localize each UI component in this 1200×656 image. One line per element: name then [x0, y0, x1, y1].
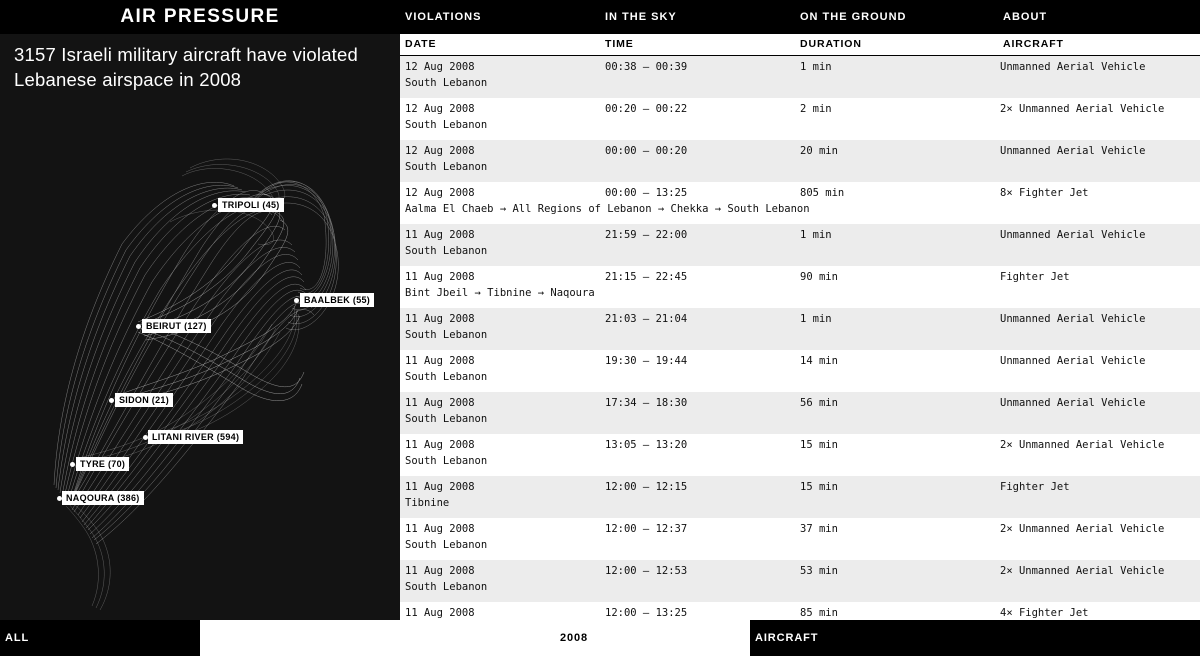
cell-duration: 15 min: [800, 439, 838, 451]
table-row[interactable]: [400, 434, 1200, 476]
timeline-track[interactable]: [200, 620, 555, 656]
cell-aircraft: 2× Unmanned Aerial Vehicle: [1000, 565, 1165, 577]
filter-bar: [0, 620, 1200, 656]
city-dot-tyre: [70, 462, 75, 467]
cell-aircraft: 2× Unmanned Aerial Vehicle: [1000, 103, 1165, 115]
cell-time: 13:05 – 13:20: [605, 439, 688, 451]
cell-time: 00:38 – 00:39: [605, 61, 688, 73]
cell-date: 11 Aug 2008: [405, 313, 475, 325]
cell-location: South Lebanon: [405, 581, 488, 593]
cell-location: South Lebanon: [405, 161, 488, 173]
cell-date: 11 Aug 2008: [405, 271, 475, 283]
filter-all[interactable]: ALL: [0, 620, 200, 656]
table-row[interactable]: [400, 308, 1200, 350]
cell-duration: 37 min: [800, 523, 838, 535]
city-dot-tripoli: [212, 203, 217, 208]
cell-location: Aalma El Chaeb → All Regions of Lebanon → Chekka → South Lebanon: [405, 203, 810, 215]
cell-date: 11 Aug 2008: [405, 355, 475, 367]
cell-aircraft: Unmanned Aerial Vehicle: [1000, 355, 1146, 367]
cell-time: 19:30 – 19:44: [605, 355, 688, 367]
table-header-row: [400, 34, 1200, 56]
cell-duration: 2 min: [800, 103, 832, 115]
cell-location: South Lebanon: [405, 455, 488, 467]
app-title-bar: [0, 0, 400, 34]
column-header-date[interactable]: DATE: [405, 38, 437, 50]
cell-aircraft: 2× Unmanned Aerial Vehicle: [1000, 439, 1165, 451]
tab-violations[interactable]: VIOLATIONS: [405, 11, 482, 23]
flight-path-map[interactable]: [0, 110, 400, 620]
cell-date: 12 Aug 2008: [405, 61, 475, 73]
column-header-time[interactable]: TIME: [605, 38, 634, 50]
table-row[interactable]: [400, 266, 1200, 308]
table-row[interactable]: [400, 392, 1200, 434]
cell-location: South Lebanon: [405, 371, 488, 383]
cell-time: 00:00 – 13:25: [605, 187, 688, 199]
left-panel: [0, 0, 400, 656]
map-label-naqoura[interactable]: NAQOURA (386): [62, 491, 144, 505]
cell-aircraft: Unmanned Aerial Vehicle: [1000, 61, 1146, 73]
cell-duration: 805 min: [800, 187, 845, 199]
cell-duration: 20 min: [800, 145, 838, 157]
table-row[interactable]: [400, 518, 1200, 560]
cell-aircraft: Unmanned Aerial Vehicle: [1000, 397, 1146, 409]
table-row[interactable]: [400, 182, 1200, 224]
tab-on-the-ground[interactable]: ON THE GROUND: [800, 11, 907, 23]
cell-aircraft: 8× Fighter Jet: [1000, 187, 1089, 199]
cell-time: 12:00 – 13:25: [605, 607, 688, 619]
cell-duration: 90 min: [800, 271, 838, 283]
tab-about[interactable]: ABOUT: [1003, 11, 1048, 23]
cell-aircraft: Unmanned Aerial Vehicle: [1000, 145, 1146, 157]
cell-date: 12 Aug 2008: [405, 103, 475, 115]
cell-time: 00:00 – 00:20: [605, 145, 688, 157]
cell-date: 11 Aug 2008: [405, 481, 475, 493]
cell-location: South Lebanon: [405, 413, 488, 425]
cell-duration: 53 min: [800, 565, 838, 577]
cell-date: 11 Aug 2008: [405, 565, 475, 577]
cell-duration: 85 min: [800, 607, 838, 619]
city-dot-baalbek: [294, 298, 299, 303]
column-header-duration[interactable]: DURATION: [800, 38, 862, 50]
cell-time: 12:00 – 12:37: [605, 523, 688, 535]
cell-location: Bint Jbeil → Tibnine → Naqoura: [405, 287, 595, 299]
cell-location: South Lebanon: [405, 329, 488, 341]
city-dot-beirut: [136, 324, 141, 329]
table-row[interactable]: [400, 560, 1200, 602]
table-row[interactable]: [400, 476, 1200, 518]
table-row[interactable]: [400, 602, 1200, 622]
cell-aircraft: Fighter Jet: [1000, 271, 1070, 283]
cell-location: South Lebanon: [405, 77, 488, 89]
headline-text: 3157 Israeli military aircraft have violated Lebanese airspace in 2008: [14, 44, 359, 90]
cell-time: 12:00 – 12:53: [605, 565, 688, 577]
cell-date: 11 Aug 2008: [405, 439, 475, 451]
map-label-sidon[interactable]: SIDON (21): [115, 393, 173, 407]
cell-aircraft: Fighter Jet: [1000, 481, 1070, 493]
cell-duration: 1 min: [800, 313, 832, 325]
map-label-beirut[interactable]: BEIRUT (127): [142, 319, 211, 333]
cell-aircraft: 4× Fighter Jet: [1000, 607, 1089, 619]
map-label-tripoli[interactable]: TRIPOLI (45): [218, 198, 284, 212]
cell-duration: 56 min: [800, 397, 838, 409]
main-nav: [400, 0, 1200, 34]
flight-path-lines: [0, 110, 400, 620]
cell-aircraft: Unmanned Aerial Vehicle: [1000, 313, 1146, 325]
cell-location: South Lebanon: [405, 539, 488, 551]
city-dot-sidon: [109, 398, 114, 403]
cell-location: South Lebanon: [405, 119, 488, 131]
cell-duration: 14 min: [800, 355, 838, 367]
cell-time: 21:15 – 22:45: [605, 271, 688, 283]
map-label-baalbek[interactable]: BAALBEK (55): [300, 293, 374, 307]
cell-date: 11 Aug 2008: [405, 523, 475, 535]
map-label-litani-river[interactable]: LITANI RIVER (594): [148, 430, 243, 444]
table-row[interactable]: [400, 350, 1200, 392]
cell-date: 11 Aug 2008: [405, 397, 475, 409]
cell-time: 12:00 – 12:15: [605, 481, 688, 493]
map-label-tyre[interactable]: TYRE (70): [76, 457, 129, 471]
cell-duration: 1 min: [800, 61, 832, 73]
table-row[interactable]: [400, 224, 1200, 266]
tab-in-the-sky[interactable]: IN THE SKY: [605, 11, 677, 23]
cell-duration: 1 min: [800, 229, 832, 241]
cell-time: 21:03 – 21:04: [605, 313, 688, 325]
table-row[interactable]: [400, 98, 1200, 140]
cell-date: 11 Aug 2008: [405, 607, 475, 619]
cell-date: 12 Aug 2008: [405, 145, 475, 157]
cell-aircraft: Unmanned Aerial Vehicle: [1000, 229, 1146, 241]
cell-date: 12 Aug 2008: [405, 187, 475, 199]
cell-time: 17:34 – 18:30: [605, 397, 688, 409]
filter-year[interactable]: 2008: [555, 620, 750, 656]
cell-time: 00:20 – 00:22: [605, 103, 688, 115]
page-title: AIR PRESSURE: [120, 6, 280, 27]
cell-location: Tibnine: [405, 497, 450, 509]
table-row[interactable]: [400, 140, 1200, 182]
right-panel: [400, 0, 1200, 656]
cell-date: 11 Aug 2008: [405, 229, 475, 241]
violations-table[interactable]: [400, 56, 1200, 622]
cell-time: 21:59 – 22:00: [605, 229, 688, 241]
table-row[interactable]: [400, 56, 1200, 98]
filter-aircraft[interactable]: AIRCRAFT: [750, 620, 1200, 656]
cell-location: South Lebanon: [405, 245, 488, 257]
cell-aircraft: 2× Unmanned Aerial Vehicle: [1000, 523, 1165, 535]
column-header-aircraft[interactable]: AIRCRAFT: [1003, 38, 1064, 50]
cell-duration: 15 min: [800, 481, 838, 493]
